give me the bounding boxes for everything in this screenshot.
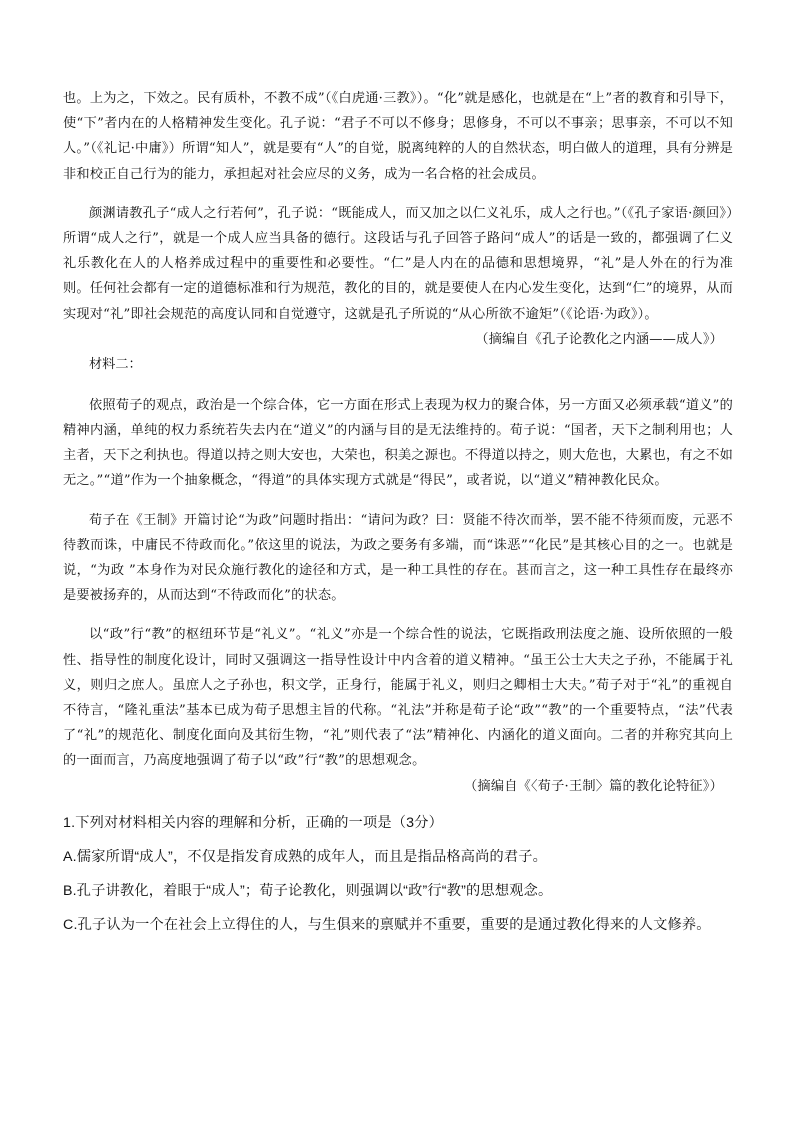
material-two-paragraph-2: 荀子在《王制》开篇讨论“为政”问题时指出：“请问为政？曰：贤能不待次而举，罢不能不待须而废，元恶不待教而诛，中庸民不待政而化。”依这里的说法，为政之要务有多端，而“诛恶”“化民”是其核心目的之一。也就是说，“为政 ”本身作为对民众施行教化的途径和方式，是一种工具性的存在。甚而言之，这一种工具性存在最终亦是要被扬弃的，从而达到“不待政而化”的状态。 (63, 512, 733, 604)
document-page (63, 86, 733, 935)
material-one-source: （摘编自《孔子论教化之内涵——成人》） (475, 331, 723, 347)
question-1-option-a: A.儒家所谓“成人”，不仅是指发育成熟的成年人，而且是指品格高尚的君子。 (63, 848, 548, 865)
question-1-stem: 1.下列对材料相关内容的理解和分析，正确的一项是（3分） (63, 814, 444, 831)
material-one-paragraph-2: 颜渊请教孔子“成人之行若何”，孔子说：“既能成人，而又加之以仁义礼乐，成人之行也。”（《孔子家语·颜回》）所谓“成人之行”，就是一个成人应当具备的德行。这段话与孔子回答子路问“成人”的话是一致的，都强调了仁义礼乐教化在人的人格养成过程中的重要性和必要性。“仁”是人内在的品德和思想境界，“礼”是人外在的行为准则。任何社会都有一定的道德标准和行为规范，教化的目的，就是要使人在内心发生变化，达到“仁”的境界，从而实现对“礼”即社会规范的高度认同和自觉遵守，这就是孔子所说的“从心所欲不逾矩”（《论语·为政》）。 (63, 205, 733, 322)
material-two-paragraph-1: 依照荀子的观点，政治是一个综合体，它一方面在形式上表现为权力的聚合体，另一方面又必须承载“道义”的精神内涵，单纯的权力系统若失去内在“道义”的内涵与目的是无法维持的。荀子说：“国者，天下之制利用也；人主者，天下之利执也。得道以持之则大安也，大荣也，积美之源也。不得道以持之，则大危也，大累也，有之不如无之。”“道”作为一个抽象概念，“得道”的具体实现方式就是“得民”，或者说，以“道义”精神教化民众。 (63, 397, 733, 489)
material-two-label: 材料二： (89, 356, 142, 372)
question-1-option-b: B.孔子讲教化，着眼于“成人”；荀子论教化，则强调以“政”行“教”的思想观念。 (63, 882, 553, 899)
material-two-source: （摘编自《〈荀子·王制〉篇的教化论特征》） (464, 778, 723, 794)
question-1-option-c: C.孔子认为一个在社会上立得住的人，与生俱来的禀赋并不重要，重要的是通过教化得来的人文修养。 (63, 916, 711, 933)
material-one-paragraph-1: 也。上为之，下效之。民有质朴，不教不成”（《白虎通·三教》）。“化”就是感化，也就是在“上”者的教育和引导下，使“下”者内在的人格精神发生变化。孔子说：“君子不可以不修身；思修身，不可以不事亲；思事亲，不可以不知人。”（《礼记·中庸》）所谓“知人”，就是要有“人”的自觉，脱离纯粹的人的自然状态，明白做人的道理，具有分辨是非和校正自己行为的能力，承担起对社会应尽的义务，成为一名合格的社会成员。 (63, 91, 733, 182)
material-two-paragraph-3: 以“政”行“教”的枢纽环节是“礼义”。“礼义”亦是一个综合性的说法，它既指政刑法度之施、设所依照的一般性、指导性的制度化设计，同时又强调这一指导性设计中内含着的道义精神。“虽王公士大夫之子孙，不能属于礼义，则归之庶人。虽庶人之子孙也，积文学，正身行，能属于礼义，则归之卿相士大夫。”荀子对于“礼”的重视自不待言，“隆礼重法”基本已成为荀子思想主旨的代称。“礼法”并称是荀子论“政”“教”的一个重要特点，“法”代表了“礼”的规范化、制度化面向及其衍生物，“礼”则代表了“法”精神化、内涵化的道义面向。二者的并称究其向上的一面而言，乃高度地强调了荀子以“政”行“教”的思想观念。 (63, 627, 733, 769)
